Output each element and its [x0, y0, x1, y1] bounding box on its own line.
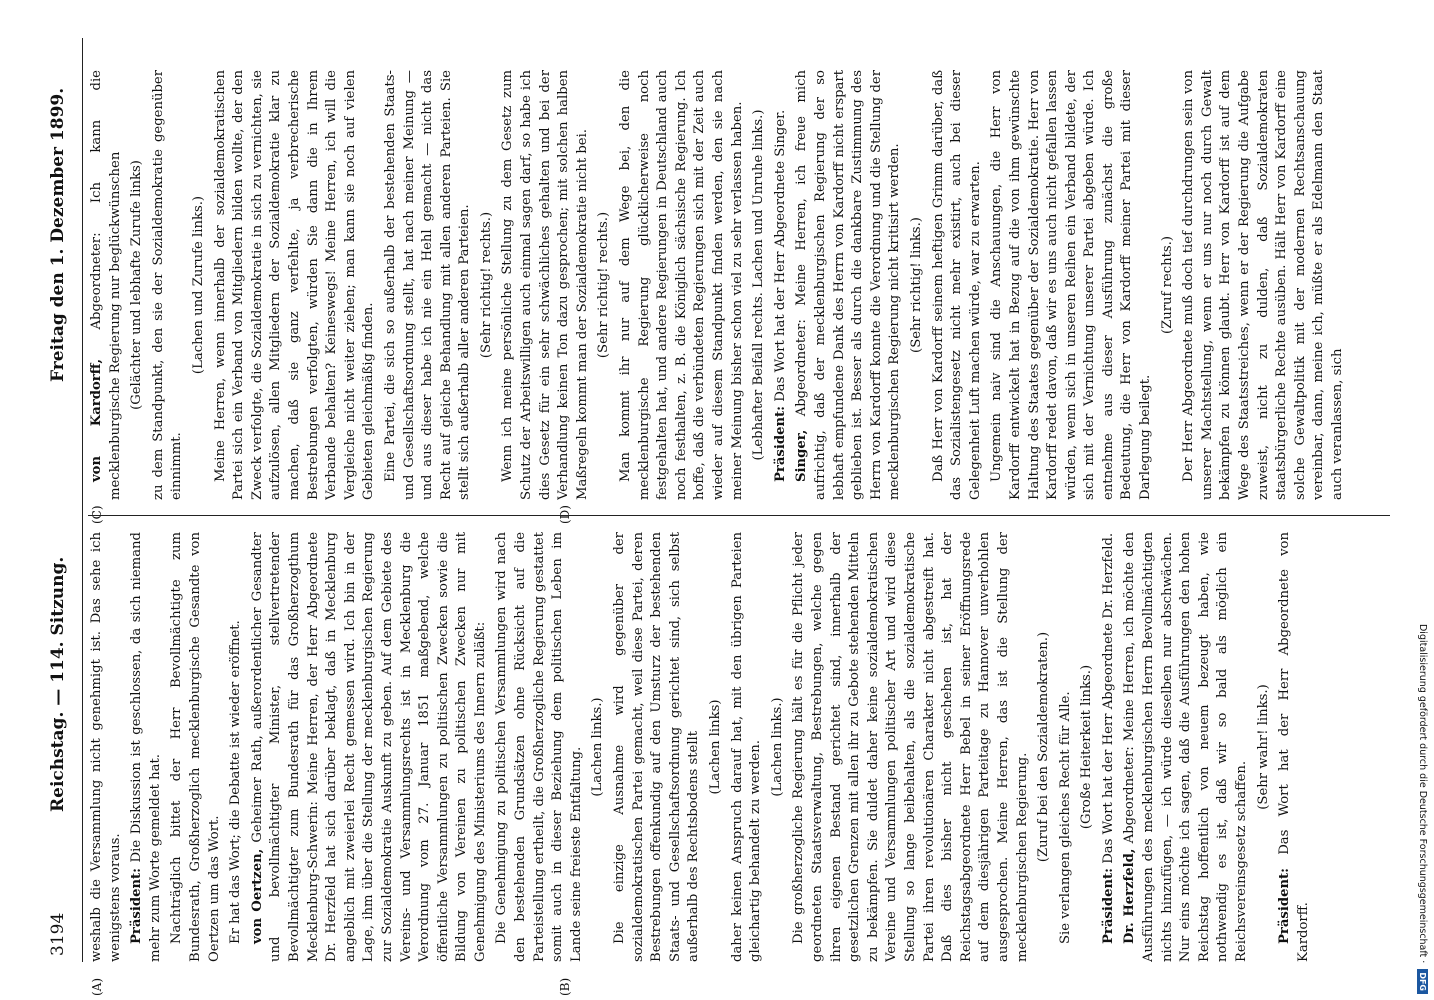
speaker-name: Präsident:	[1100, 867, 1116, 944]
paragraph-text: (Lachen links)	[708, 699, 723, 795]
interjection	[769, 532, 788, 962]
paragraph-text: Eine Partei, die sich so außerhalb der bestehenden Staats- und Gesellschaftsordnung stellt, hat nach meiner Meinung — und aus dieser habe ich nie ein Hehl gemacht — nicht das Recht auf gleiche Behandlung mit allen anderen Parteien. Sie stellt sich außerhalb aller anderen Parteien.	[382, 70, 473, 500]
column-divider	[88, 515, 1390, 516]
speaker-name: von Oertzen,	[249, 848, 265, 944]
paragraph-text: Abgeordneter: Ich kann die mecklenburgische Regierung nur beglückwünschen	[89, 70, 123, 500]
paragraph	[128, 532, 165, 962]
paragraph	[1276, 532, 1313, 962]
margin-mark-c: (C)	[90, 505, 104, 524]
paragraph-text: Die Genehmigung zu politischen Versammlungen wird nach den bestehenden Grundsätzen ohne Rücksicht auf die Parteistellung ertheilt, die Großherzogliche Regierung gestattet somit auch in dieser Beziehung dem politischen Leben im Lande seine freieste Entfaltung.	[494, 532, 584, 962]
paragraph	[1057, 532, 1076, 962]
interjection	[595, 70, 614, 500]
paragraph	[772, 70, 791, 500]
paragraph-text: (Lachen und Zurufe links.)	[190, 195, 206, 375]
paragraph	[1100, 532, 1119, 962]
paragraph-text: Er hat das Wort; die Debatte ist wieder eröffnet.	[228, 620, 244, 944]
paragraph	[499, 70, 592, 500]
paragraph-text: (Große Heiterkeit links.)	[1079, 664, 1095, 830]
page-number: 3194	[48, 912, 68, 956]
paragraph-text: weshalb die Versammlung nicht genehmigt ist. Das sehe ich wenigstens voraus.	[89, 532, 123, 962]
paragraph	[988, 70, 1155, 500]
speaker-name: Präsident:	[772, 405, 788, 482]
interjection	[589, 532, 608, 962]
paragraph-text: zu dem Standpunkt, den sie der Sozialdemokratie gegenüber einnimmt.	[150, 70, 185, 500]
left-column	[88, 532, 1390, 962]
paragraph-text: Sie verlangen gleiches Recht für Alle.	[1057, 691, 1073, 944]
paragraph-text: (Lachen links.)	[769, 697, 785, 797]
interjection	[128, 70, 147, 500]
date-title: Freitag den 1. Dezember 1899.	[48, 87, 68, 382]
paragraph	[790, 532, 1032, 962]
paragraph-text: Daß Herr von Kardorff seinem heftigen Grimm darüber, daß das Sozialistengesetz nicht mehr existirt, auch bei dieser Gelegenheit Luft machen würde, war zu erwarten.	[930, 70, 983, 500]
margin-mark-d: (D)	[558, 505, 572, 524]
interjection	[750, 70, 769, 500]
paragraph	[227, 532, 246, 962]
paragraph	[249, 532, 491, 962]
text-columns	[88, 38, 1390, 996]
interjection	[1159, 70, 1178, 500]
paragraph	[88, 70, 125, 500]
paragraph	[212, 70, 379, 500]
paragraph	[150, 70, 187, 500]
paragraph-text: (Sehr richtig! rechts.)	[478, 211, 494, 359]
paragraph	[1180, 70, 1347, 500]
paragraph-text: Nachträglich bittet der Herr Bevollmächtigte zum Bundesrath, Großherzoglich mecklenburgische Gesandte von Oertzen um das Wort.	[169, 532, 222, 962]
right-column	[88, 70, 1390, 500]
paragraph	[611, 532, 704, 962]
paragraph-text: Die Diskussion ist geschlossen, da sich niemand mehr zum Worte gemeldet hat.	[129, 532, 163, 962]
side-credit	[1416, 0, 1434, 1000]
paragraph-text: (Sehr richtig! rechts.)	[596, 211, 612, 359]
dfg-logo: DFG	[1418, 969, 1429, 994]
paragraph-text: Das Wort hat der Herr Abgeordnete Singer.	[772, 109, 788, 402]
speaker-name: Präsident:	[129, 867, 145, 944]
page-header	[40, 38, 83, 962]
paragraph-text: Die großherzogliche Regierung hält es für die Pflicht jeder geordneten Staatsverwaltung, Bestrebungen, welche gegen ihren eigenen Bestand gerichtet sind, innerhalb der gesetzlichen Grenzen mit allen ihr zu Gebote stehenden Mitteln zu bekämpfen. Sie duldet daher keine sozialdemokratischen Vereine und Versammlungen politischer Art und wird diese Stellung so lange beibehalten, als die sozialdemokratische Partei ihren revolutionären Charakter nicht abgestreift hat. Daß dies bisher nicht geschehen ist, hat der Reichstagsabgeordnete Herr Bebel in seiner Eröffnungsrede auf dem diesjährigen Parteitage zu Hannover unverhohlen ausgesprochen. Meine Herren, das ist die Stellung der mecklenburgischen Regierung.	[791, 532, 1030, 962]
paragraph	[930, 70, 986, 500]
interjection	[1255, 532, 1274, 962]
interjection	[1035, 532, 1054, 962]
paragraph	[617, 70, 747, 500]
speaker-name: von Kardorff,	[89, 358, 104, 482]
paragraph	[382, 70, 475, 500]
paragraph-text: Das Wort hat der Herr Abgeordnete von Kardorff.	[1277, 532, 1311, 962]
paragraph-text: daher keinen Anspruch darauf hat, mit den übrigen Parteien gleichartig behandelt zu werden.	[729, 532, 764, 962]
paragraph	[729, 532, 766, 962]
interjection	[478, 70, 497, 500]
speaker-name: Dr. Herzfeld,	[1122, 848, 1138, 944]
speaker-name: Singer,	[794, 429, 810, 482]
paragraph	[168, 532, 224, 962]
paragraph-text: Meine Herren, wenn innerhalb der sozialdemokratischen Partei sich ein Verband von Mitgliedern bilden wollte, der den Zweck verfolgte, die Sozialdemokratie in sich zu vernichten, sie aufzulösen, allen Mitgliedern der Sozialdemokratie klar zu machen, daß sie ganz verfehlte, ja verbrecherische Bestrebungen verfolgten, würden Sie dann die in Ihrem Verbande behalten? Keineswegs! Meine Herren, ich will die Vergleiche nicht weiter ziehen; man kann sie noch auf vielen Gebieten gleichmäßig finden.	[212, 70, 377, 500]
session-title: Reichstag. — 114. Sitzung.	[48, 556, 68, 812]
paragraph-text: (Zuruf bei den Sozialdemokraten.)	[1036, 631, 1052, 863]
credit-text: Digitalisierung gefördert durch die Deutsche Forschungsgemeinschaft ·	[1417, 623, 1429, 964]
margin-mark-b: (B)	[558, 977, 572, 996]
paragraph-text: Abgeordneter: Meine Herren, ich freue mich aufrichtig, daß der mecklenburgischen Regierung der so lebhaft empfundene Dank des Herrn von Kardorff nicht erspart geblieben ist. Besser als durch die dankbare Zustimmung des Herrn von Kardorff konnte die Verordnung und die Stellung der mecklenburgischen Regierung nicht kritisirt werden.	[794, 70, 903, 500]
interjection	[1078, 532, 1097, 962]
paragraph-text: Wenn ich meine persönliche Stellung zu dem Gesetz zum Schutz der Arbeitswilligen auch einmal sagen darf, so habe ich dies Gesetz für ein sehr schwächliches gehalten und bei der Verhandlung keinen Ton dazu gesprochen; mit solchen halben Maßregeln kommt man der Sozialdemokratie nicht bei.	[500, 70, 590, 500]
paragraph	[793, 70, 905, 500]
paragraph	[493, 532, 586, 962]
paragraph-text: Ungemein naiv sind die Anschauungen, die Herr von Kardorff entwickelt hat in Bezug auf die von ihm gewünschte Haltung des Staates gegenüber der Sozialdemokratie. Herr von Kardorff redet davon, daß wir es uns auch nicht gefallen lassen würden, wenn sich in unseren Reihen ein Verband bildete, der sich mit der Vernichtung unserer Partei abgeben würde. Ich entnehme aus dieser Ausführung zunächst die große Bedeutung, die Herr von Kardorff meiner Partei mit dieser Darlegung beilegt.	[989, 70, 1154, 500]
paragraph-text: Der Herr Abgeordnete muß doch tief durchdrungen sein von unserer Machtstellung, wenn er uns nur noch durch Gewalt bekämpfen zu können glaubt. Herr von Kardorff ist auf dem Wege des Staatsstreiches, wenn er der Regierung die Aufgabe zuweist, nicht zu dulden, daß Sozialdemokraten staatsbürgerliche Rechte ausüben. Hält Herr von Kardorff eine solche Gewaltpolitik mit der modernen Rechtsanschauung vereinbar, dann, meine ich, müßte er als Edelmann den Staat auch veranlassen, sich	[1181, 70, 1345, 500]
speaker-name: Präsident:	[1277, 867, 1293, 944]
interjection	[707, 532, 726, 962]
paragraph-text: Geheimer Rath, außerordentlicher Gesandter und bevollmächtigter Minister, stellvertretender Bevollmächtigter zum Bundesrath für das Großherzogthum Mecklenburg-Schwerin: Meine Herren, der Herr Abgeordnete Dr. Herzfeld hat sich darüber beklagt, daß in Mecklenburg angeblich mit zweierlei Recht gemessen wird. Ich bin in der Lage, ihm über die Stellung der mecklenburgischen Regierung zur Sozialdemokratie Auskunft zu geben. Auf dem Gebiete des Vereins- und Versammlungsrechts ist in Mecklenburg die Verordnung vom 27. Januar 1851 maßgebend, welche öffentliche Versammlungen zu politischen Zwecken sowie die Bildung von Vereinen zu politischen Zwecken nur mit Genehmigung des Ministeriums des Innern zuläßt:	[249, 532, 488, 962]
paragraph-text: (Sehr richtig! links.)	[908, 217, 924, 353]
paragraph	[88, 532, 125, 962]
paragraph	[1121, 532, 1251, 962]
paragraph-text: (Lachen links.)	[590, 697, 606, 797]
interjection	[190, 70, 209, 500]
paragraph-text: Abgeordneter: Meine Herren, ich möchte den Ausführungen des mecklenburgischen Herrn Bevollmächtigten nichts hinzufügen, — ich würde dieselben nur abschwächen. Nur eins möchte ich sagen, daß die Ausführungen den hohen Reichstag hoffentlich von neuem bezeugt haben, wie nothwendig es ist, daß wir so bald als möglich ein Reichsvereinsgesetz schaffen.	[1122, 532, 1250, 962]
paragraph-text: (Zuruf rechts.)	[1159, 235, 1175, 335]
margin-mark-a: (A)	[90, 977, 104, 996]
interjection	[908, 70, 927, 500]
paragraph-text: Das Wort hat der Herr Abgeordnete Dr. Herzfeld.	[1100, 532, 1116, 864]
paragraph-text: Die einzige Ausnahme wird gegenüber der sozialdemokratischen Partei gemacht, weil diese Partei, deren Bestrebungen offenkundig auf den Umsturz der bestehenden Staats- und Gesellschaftsordnung gerichtet sind, sich selbst außerhalb des Rechtsbodens stellt	[612, 532, 702, 962]
paragraph-text: (Lebhafter Beifall rechts. Lachen und Unruhe links.)	[751, 109, 767, 461]
paragraph-text: Man kommt ihr nur auf dem Wege bei, den die mecklenburgische Regierung glücklicherweise noch festgehalten hat, und andere Regierungen in Deutschland auch noch festhalten, z. B. die Königlich sächsische Regierung. Ich hoffe, daß die verbündeten Regierungen sich mit der Zeit auch wieder auf diesem Standpunkt finden werden, den sie nach meiner Meinung bisher schon viel zu sehr verlassen haben.	[618, 70, 745, 500]
paragraph-text: (Gelächter und lebhafte Zurufe links)	[129, 160, 145, 410]
paragraph-text: (Sehr wahr! links.)	[1255, 684, 1271, 810]
